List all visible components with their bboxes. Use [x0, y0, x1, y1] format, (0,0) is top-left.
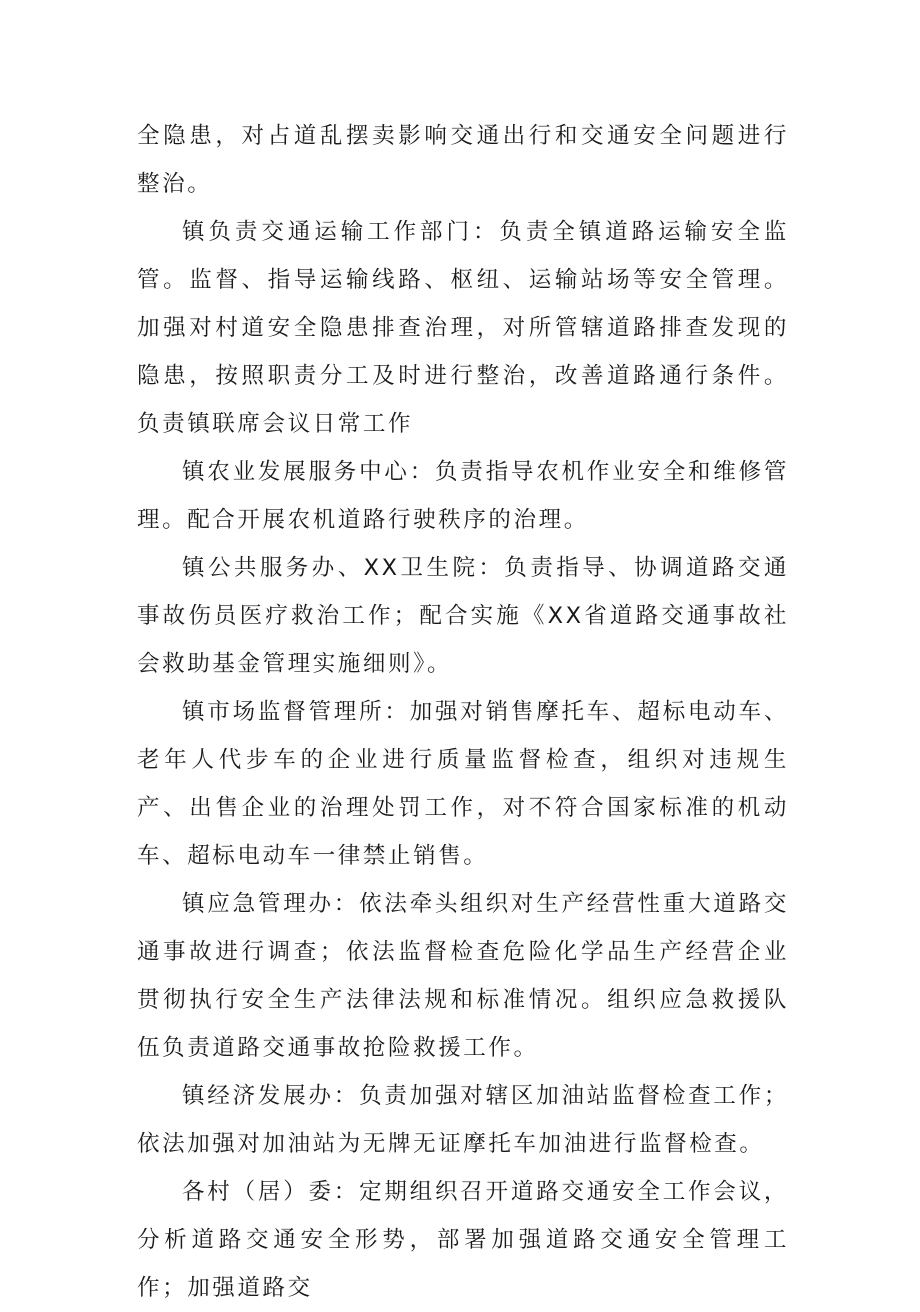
paragraph-economic-development: 镇经济发展办：负责加强对辖区加油站监督检查工作；依法加强对加油站为无牌无证摩托车加油进行监督检查。: [137, 1083, 789, 1157]
paragraph-continuation: 全隐患，对占道乱摆卖影响交通出行和交通安全问题进行整治。: [137, 123, 789, 197]
paragraph-market-supervision: 镇市场监督管理所：加强对销售摩托车、超标电动车、老年人代步车的企业进行质量监督检查，组织对违规生产、出售企业的治理处罚工作，对不符合国家标准的机动车、超标电动车一律禁止销售。: [137, 699, 789, 869]
paragraph-emergency-management: 镇应急管理办：依法牵头组织对生产经营性重大道路交通事故进行调查；依法监督检查危险化学品生产经营企业贯彻执行安全生产法律法规和标准情况。组织应急救援队伍负责道路交通事故抢险救援工作。: [137, 891, 789, 1061]
paragraph-village-committees: 各村（居）委：定期组织召开道路交通安全工作会议，分析道路交通安全形势，部署加强道路交通安全管理工作；加强道路交: [137, 1179, 789, 1301]
paragraph-transport-dept: 镇负责交通运输工作部门：负责全镇道路运输安全监管。监督、指导运输线路、枢纽、运输站场等安全管理。加强对村道安全隐患排查治理，对所管辖道路排查发现的隐患，按照职责分工及时进行整治，改善道路通行条件。负责镇联席会议日常工作: [137, 219, 789, 437]
paragraph-agriculture-center: 镇农业发展服务中心：负责指导农机作业安全和维修管理。配合开展农机道路行驶秩序的治理。: [137, 459, 789, 533]
document-body: [137, 112, 789, 1312]
paragraph-public-service: 镇公共服务办、XX卫生院：负责指导、协调道路交通事故伤员医疗救治工作；配合实施《XX省道路交通事故社会救助基金管理实施细则》。: [137, 555, 789, 677]
